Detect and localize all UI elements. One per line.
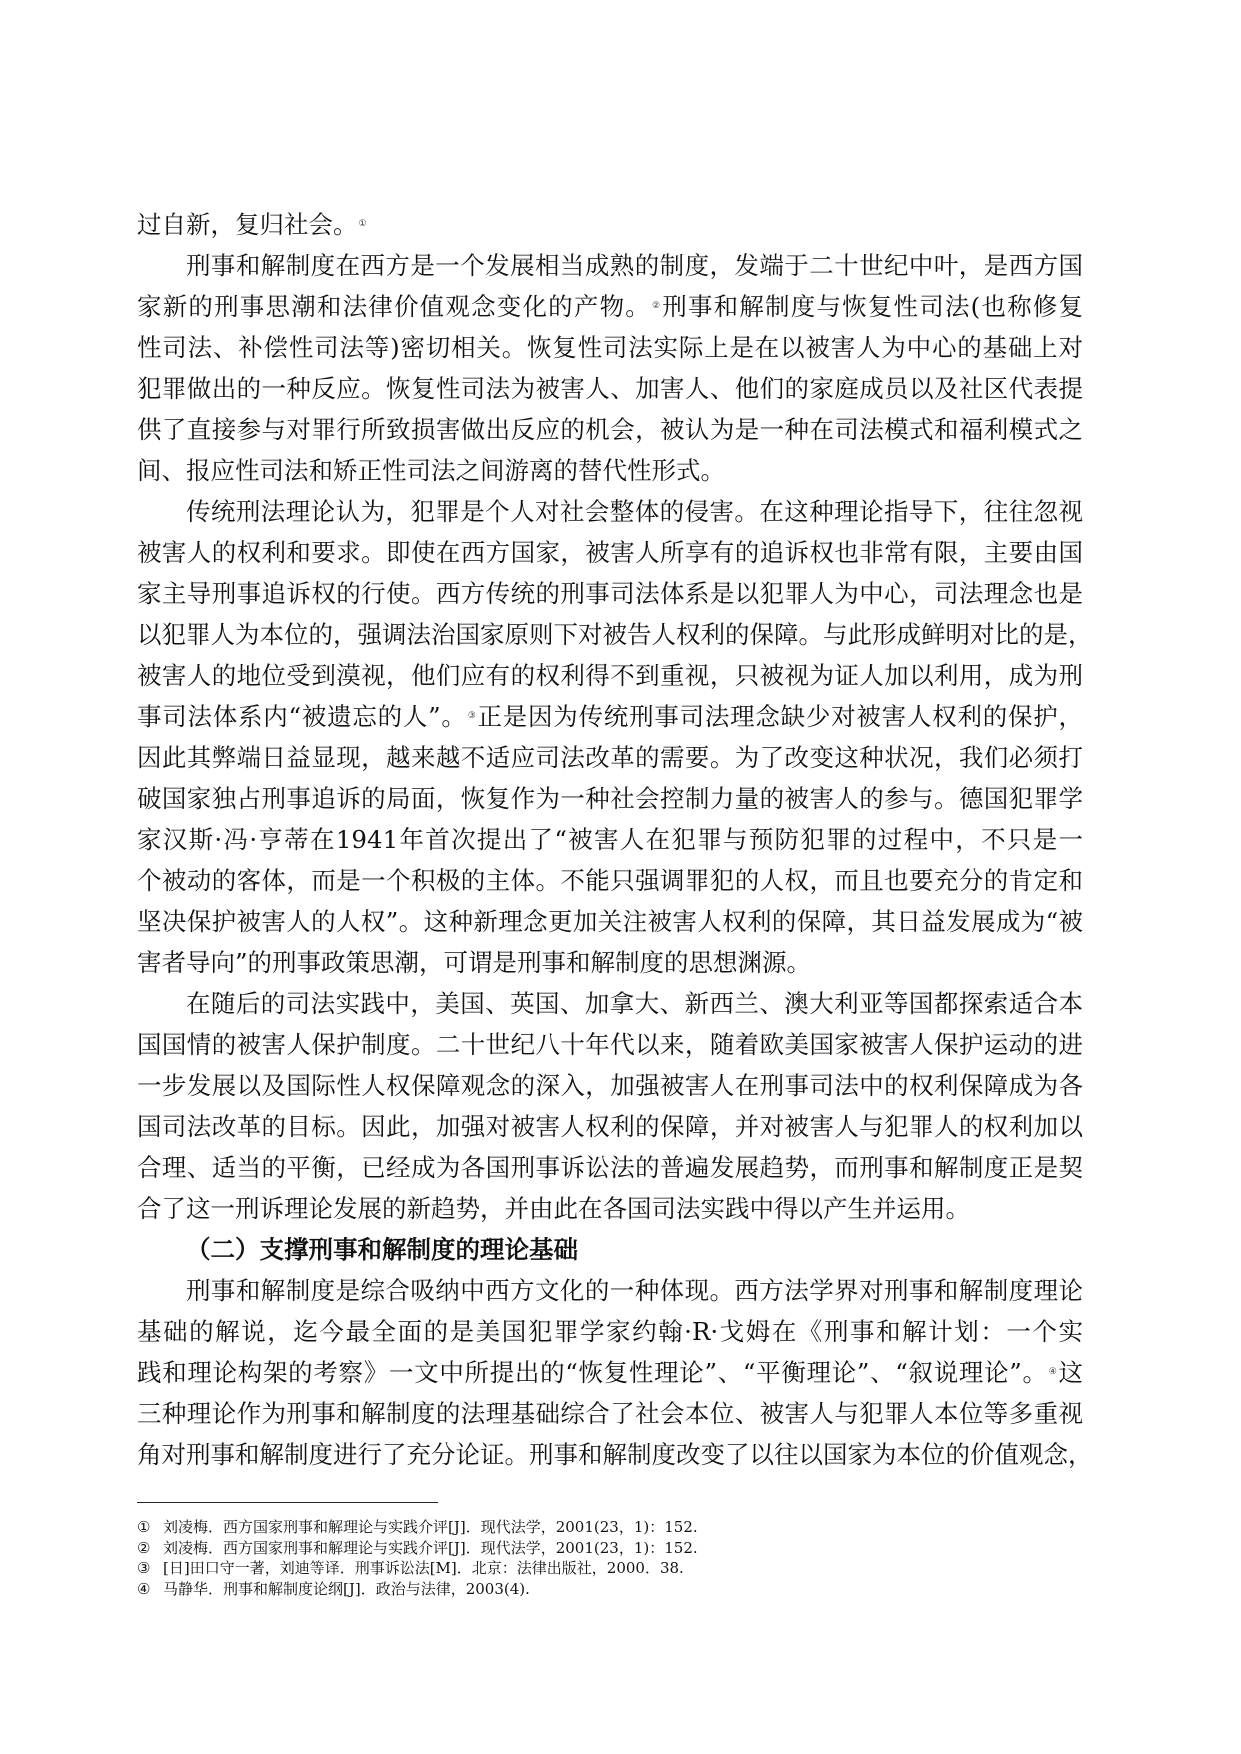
footnote-marker: ③: [137, 1559, 151, 1577]
text-line: 间、报应性司法和矫正性司法之间游离的替代性形式。: [137, 456, 725, 485]
text-line: 坚决保护被害人的人权”。这种新理念更加关注被害人权利的保障，其日益发展成为“被: [137, 907, 1083, 936]
text-line: 家主导刑事追诉权的行使。西方传统的刑事司法体系是以犯罪人为中心，司法理念也是: [137, 579, 1083, 608]
text-line: 因此其弊端日益显现，越来越不适应司法改革的需要。为了改变这种状况，我们必须打: [137, 743, 1083, 772]
text-line: 犯罪做出的一种反应。恢复性司法为被害人、加害人、他们的家庭成员以及社区代表提: [137, 374, 1083, 403]
text-line: 以犯罪人为本位的，强调法治国家原则下对被告人权利的保障。与此形成鲜明对比的是，: [137, 620, 1093, 649]
text-line: 家新的刑事思潮和法律价值观念变化的产物。②刑事和解制度与恢复性司法(也称修复: [137, 292, 1084, 321]
text-line: 国司法改革的目标。因此，加强对被害人权利的保障，并对被害人与犯罪人的权利加以: [137, 1112, 1083, 1141]
footnote-marker: ①: [137, 1518, 151, 1536]
paragraph-start: 刑事和解制度是综合吸纳中西方文化的一种体现。西方法学界对刑事和解制度理论: [186, 1276, 1083, 1305]
footnote-item: [137, 1579, 1083, 1600]
footnote-ref[interactable]: ②: [651, 301, 662, 311]
text-line: 被害人的地位受到漠视，他们应有的权利得不到重视，只被视为证人加以利用，成为刑: [137, 661, 1083, 690]
text-line: 个被动的客体，而是一个积极的主体。不能只强调罪犯的人权，而且也要充分的肯定和: [137, 866, 1083, 895]
footnote-text: 刘凌梅．西方国家刑事和解理论与实践介评[J]．现代法学，2001(23，1)：152.: [163, 1538, 698, 1557]
text-line: 破国家独占刑事追诉的局面，恢复作为一种社会控制力量的被害人的参与。德国犯罪学: [137, 784, 1083, 813]
footnote-ref[interactable]: ④: [1048, 1367, 1058, 1377]
text-line: 过自新，复归社会。①: [137, 210, 367, 239]
footnote-divider: [137, 1502, 438, 1503]
text-line: 事司法体系内“被遗忘的人”。③正是因为传统刑事司法理念缺少对被害人权利的保护，: [137, 702, 1083, 731]
text-line: 角对刑事和解制度进行了充分论证。刑事和解制度改变了以往以国家为本位的价值观念，: [137, 1440, 1093, 1469]
footnote-item: [137, 1538, 1083, 1559]
footnote-text: 马静华．刑事和解制度论纲[J]．政治与法律，2003(4).: [163, 1579, 530, 1598]
text-line: 一步发展以及国际性人权保障观念的深入，加强被害人在刑事司法中的权利保障成为各: [137, 1071, 1083, 1100]
footnote-text: 刘凌梅．西方国家刑事和解理论与实践介评[J]．现代法学，2001(23，1)：152.: [163, 1518, 698, 1536]
text-line: 基础的解说，迄今最全面的是美国犯罪学家约翰·R·戈姆在《刑事和解计划：一个实: [137, 1317, 1083, 1346]
text-line: 性司法、补偿性司法等)密切相关。恢复性司法实际上是在以被害人为中心的基础上对: [137, 333, 1083, 362]
footnote-ref[interactable]: ③: [467, 711, 477, 721]
paragraph-start: 刑事和解制度在西方是一个发展相当成熟的制度，发端于二十世纪中叶，是西方国: [186, 251, 1083, 280]
footnote-item: [137, 1517, 1083, 1538]
text-line: 践和理论构架的考察》一文中所提出的“恢复性理论”、“平衡理论”、“叙说理论”。④这: [137, 1358, 1083, 1387]
footnote-marker: ②: [137, 1538, 151, 1557]
paragraph-start: 传统刑法理论认为，犯罪是个人对社会整体的侵害。在这种理论指导下，往往忽视: [186, 497, 1083, 526]
text-line: 害者导向”的刑事政策思潮，可谓是刑事和解制度的思想渊源。: [137, 948, 812, 977]
section-heading: （二）支撑刑事和解制度的理论基础: [186, 1235, 578, 1264]
footnote-marker: ④: [137, 1579, 151, 1598]
text-line: 合了这一刑诉理论发展的新趋势，并由此在各国司法实践中得以产生并运用。: [137, 1194, 970, 1223]
text-line: 国国情的被害人保护制度。二十世纪八十年代以来，随着欧美国家被害人保护运动的进: [137, 1030, 1083, 1059]
text-line: 家汉斯·冯·亨蒂在1941年首次提出了“被害人在犯罪与预防犯罪的过程中，不只是一: [137, 825, 1083, 854]
footnote-ref[interactable]: ①: [358, 219, 367, 229]
text-line: 三种理论作为刑事和解制度的法理基础综合了社会本位、被害人与犯罪人本位等多重视: [137, 1399, 1083, 1428]
footnote-text: [日]田口守一著，刘迪等译．刑事诉讼法[M]．北京：法律出版社，2000．38.: [163, 1559, 684, 1577]
paragraph-start: 在随后的司法实践中，美国、英国、加拿大、新西兰、澳大利亚等国都探索适合本: [186, 989, 1083, 1018]
footnote-item: [137, 1558, 1083, 1579]
footnotes: [137, 1517, 1083, 1599]
text-line: 供了直接参与对罪行所致损害做出反应的机会，被认为是一种在司法模式和福利模式之: [137, 415, 1083, 444]
body-text: [137, 204, 1093, 1475]
text-line: 合理、适当的平衡，已经成为各国刑事诉讼法的普遍发展趋势，而刑事和解制度正是契: [137, 1153, 1083, 1182]
text-line: 被害人的权利和要求。即使在西方国家，被害人所享有的追诉权也非常有限，主要由国: [137, 538, 1083, 567]
